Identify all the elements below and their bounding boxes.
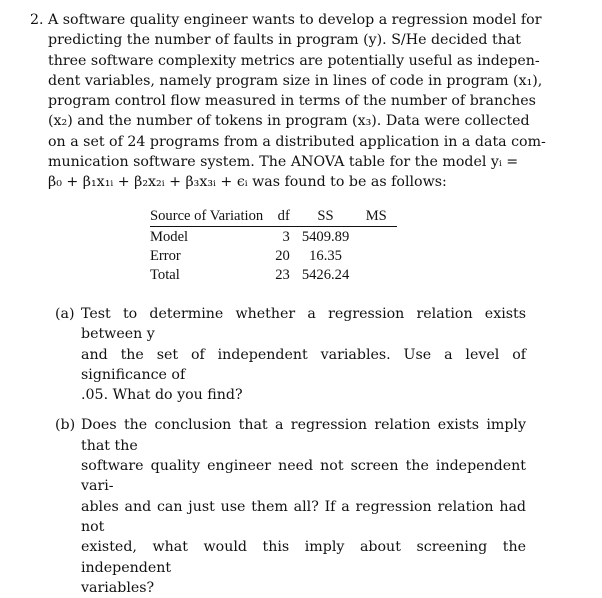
row-ss: 5426.24: [301, 267, 350, 283]
statement-line: β₀ + β₁x₁ᵢ + β₂x₂ᵢ + β₃x₃ᵢ + ϵᵢ was found to be as follows:: [48, 174, 447, 191]
problem-statement: [48, 10, 570, 193]
row-ms: [355, 227, 397, 248]
anova-row-total: [150, 266, 397, 285]
anova-table: [150, 207, 397, 285]
anova-row-model: [150, 227, 397, 248]
row-df: 3: [282, 229, 290, 245]
part-label: (a): [55, 306, 75, 322]
problem-number: 2.: [30, 12, 44, 28]
part-line: Does the conclusion that a regression relation exists imply that the: [81, 417, 526, 454]
statement-line: dent variables, namely program size in lines of code in program (x₁),: [48, 72, 543, 89]
row-df: 23: [275, 267, 290, 283]
statement-line: three software complexity metrics are potentially useful as indepen-: [48, 52, 540, 69]
row-ms: [355, 247, 397, 266]
problem-2: [30, 10, 570, 193]
part-a: [55, 304, 526, 405]
row-ss: 5409.89: [301, 229, 350, 245]
header-ms: MS: [355, 207, 397, 227]
part-line: existed, what would this imply about screening the independent: [81, 539, 526, 576]
statement-line: on a set of 24 programs from a distributed application in a data com-: [48, 133, 546, 150]
part-label: (b): [55, 417, 76, 434]
row-df: 20: [275, 248, 290, 264]
header-source: Source of Variation: [150, 207, 269, 227]
part-line: software quality engineer need not screen the independent vari-: [81, 458, 526, 495]
part-line: Test to determine whether a regression relation exists between y: [81, 306, 526, 343]
part-b: [55, 415, 526, 598]
header-ss: SS: [296, 207, 355, 227]
statement-line: program control flow measured in terms of the number of branches: [48, 93, 536, 110]
row-source: Model: [150, 229, 189, 245]
part-line: variables?: [81, 579, 155, 596]
statement-line: predicting the number of faults in program (y). S/He decided that: [48, 32, 522, 49]
header-df: df: [269, 207, 296, 227]
part-line: ables and can just use them all? If a regression relation had not: [81, 498, 526, 535]
statement-line: A software quality engineer wants to develop a regression model for: [48, 12, 542, 28]
row-ss: 16.35: [309, 248, 342, 264]
anova-row-error: [150, 247, 397, 266]
statement-line: (x₂) and the number of tokens in program (x₃). Data were collected: [48, 113, 530, 130]
part-line: and the set of independent variables. Use a level of significance of: [81, 346, 526, 383]
row-ms: [355, 266, 397, 285]
anova-header-row: [150, 207, 397, 227]
sub-questions: [55, 304, 526, 598]
row-source: Total: [150, 267, 180, 283]
row-source: Error: [150, 248, 181, 264]
part-line: .05. What do you find?: [81, 387, 243, 404]
statement-line: munication software system. The ANOVA table for the model yᵢ =: [48, 154, 519, 171]
